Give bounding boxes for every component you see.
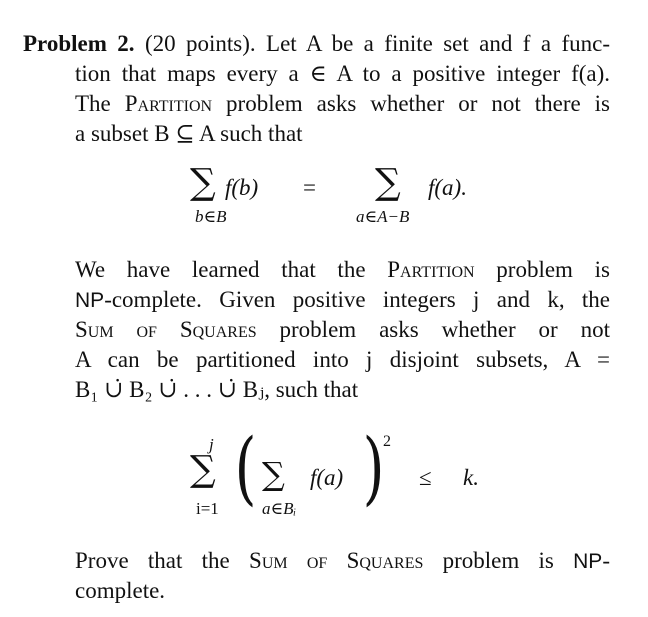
inner-limit: a∈Bᵢ [262,499,297,518]
lower-limit: i=1 [196,499,219,518]
right-limit: a∈A−B [356,207,410,226]
problem-line-3-post: problem asks whether or not there is [212,91,610,116]
para2-line-5: B₁ ∪̇ B₂ ∪̇ . . . ∪̇ Bⱼ, such that [75,377,359,402]
outer-sum-symbol: ∑ [190,449,216,490]
sum-symbol: ∑ [375,162,401,203]
left-paren: ( [234,421,257,514]
leq-sign: ≤ [419,465,432,490]
problem-label: Problem 2. [23,31,135,56]
para2-line-1-pre: We have learned that the [75,257,388,282]
problem-line-3-pre: The [75,91,125,116]
partition-name: Partition [124,91,213,116]
right-term: f(a). [428,175,467,200]
problem-line-4: a subset B ⊆ A such that [75,121,303,146]
equals-sign: = [303,175,316,200]
para2-line-1 [75,255,610,285]
sum-of-squares-name: Sum of Squares [75,317,257,342]
problem-line-1-text: (20 points). Let A be a finite set and f a func- [144,31,610,56]
para2-line-4: A can be partitioned into j disjoint subsets, A = [75,347,610,372]
rhs-k: k. [463,465,479,490]
conclusion-line-2: complete. [75,578,166,603]
problem-line-1 [23,29,610,59]
left-term: f(b) [225,175,259,200]
para2-line-1-post: problem is [474,257,610,282]
inner-term: f(a) [310,465,344,490]
problem-line-3 [75,89,610,119]
partition-name: Partition [387,257,475,282]
sum-of-squares-name: Sum of Squares [249,548,424,573]
problem-line-2: tion that maps every a ∈ A to a positive integer f(a). [75,61,610,86]
conclusion-hyphen: - [602,548,610,573]
np-label: NP [75,289,105,312]
upper-limit: j [209,435,214,454]
left-limit: b∈B [195,207,227,226]
right-paren: ) [362,421,385,514]
para2-line-2-post: -complete. Given positive integers j and k, the [104,287,610,312]
para2-line-2 [75,285,610,316]
para2-line-3 [75,315,610,345]
np-label: NP [573,550,603,573]
para2-line-3-post: problem asks whether or not [256,317,610,342]
conclusion-line-1 [75,546,610,577]
inner-sum-symbol: ∑ [262,455,285,493]
sum-symbol: ∑ [190,162,216,203]
conclusion-mid: problem is [423,548,574,573]
conclusion-pre: Prove that the [75,548,250,573]
exponent: 2 [383,433,391,450]
